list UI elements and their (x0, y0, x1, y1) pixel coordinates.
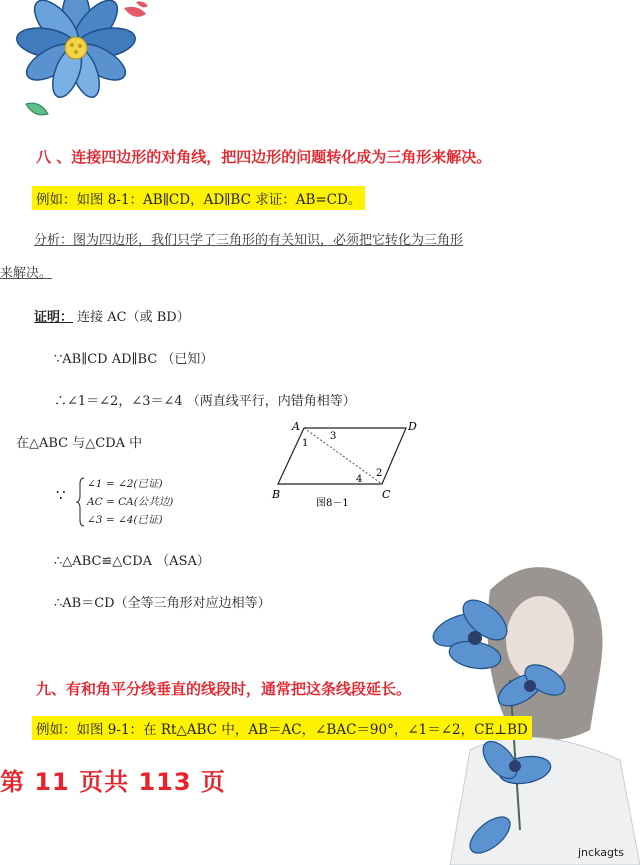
proof-step-congruent: ∴△ABC≌△CDA （ASA） (54, 554, 210, 569)
vertex-a-label: A (292, 420, 300, 433)
section-8-heading: 八 、连接四边形的对角线，把四边形的问题转化成为三角形来解决。 (36, 148, 492, 166)
angle-3-label: 3 (330, 431, 337, 442)
vertex-d-label: D (408, 420, 417, 433)
proof-step-conclusion: ∴AB＝CD（全等三角形对应边相等） (54, 596, 271, 611)
proof-label: 证明： (34, 310, 74, 325)
diagonal-ac (304, 428, 382, 484)
system-row-1: ∠1 = ∠2(已证) (87, 478, 163, 490)
section-9-heading: 九、有和角平分线垂直的线段时，通常把这条线段延长。 (36, 680, 412, 698)
angle-1-label: 1 (302, 438, 309, 449)
system-row-2: AC = CA(公共边) (87, 496, 174, 508)
example-8-highlight: 例如：如图 8-1：AB∥CD，AD∥BC 求证：AB=CD。 (32, 186, 365, 210)
parallelogram-shape (278, 428, 406, 484)
decorative-flower-image (4, 0, 154, 125)
proof-line-1 (34, 306, 190, 325)
equation-system (54, 476, 194, 530)
analysis-line-1: 分析：图为四边形，我们只学了三角形的有关知识，必须把它转化为三角形 (34, 233, 464, 248)
decorative-girl-flowers-image (430, 560, 640, 865)
watermark-text: jnckagts (578, 846, 625, 859)
proof-step-connect: 连接 AC（或 BD） (77, 310, 190, 325)
vertex-b-label: B (272, 488, 281, 501)
proof-step-angles: ∴∠1＝∠2，∠3＝∠4 （两直线平行，内错角相等） (54, 394, 356, 409)
proof-step-triangles: 在△ABC 与△CDA 中 (16, 436, 143, 451)
angle-4-label: 4 (356, 474, 363, 485)
proof-step-given: ∵AB∥CD AD∥BC （已知） (54, 352, 214, 367)
example-9-highlight: 例如：如图 9-1：在 Rt△ABC 中，AB＝AC，∠BAC＝90°，∠1＝∠2，CE⊥BD (32, 716, 532, 740)
page-footer: 第 11 页共 113 页 (0, 768, 226, 796)
system-row-3: ∠3 = ∠4(已证) (87, 514, 163, 526)
because-symbol: ∵ (56, 486, 66, 504)
figure-8-1-parallelogram (270, 418, 430, 518)
angle-2-label: 2 (376, 468, 383, 479)
analysis-paragraph (0, 224, 600, 290)
vertex-c-label: C (382, 488, 391, 501)
analysis-line-2: 来解决。 (0, 266, 53, 281)
brace-icon (76, 476, 86, 528)
figure-caption: 图8－1 (316, 498, 349, 509)
